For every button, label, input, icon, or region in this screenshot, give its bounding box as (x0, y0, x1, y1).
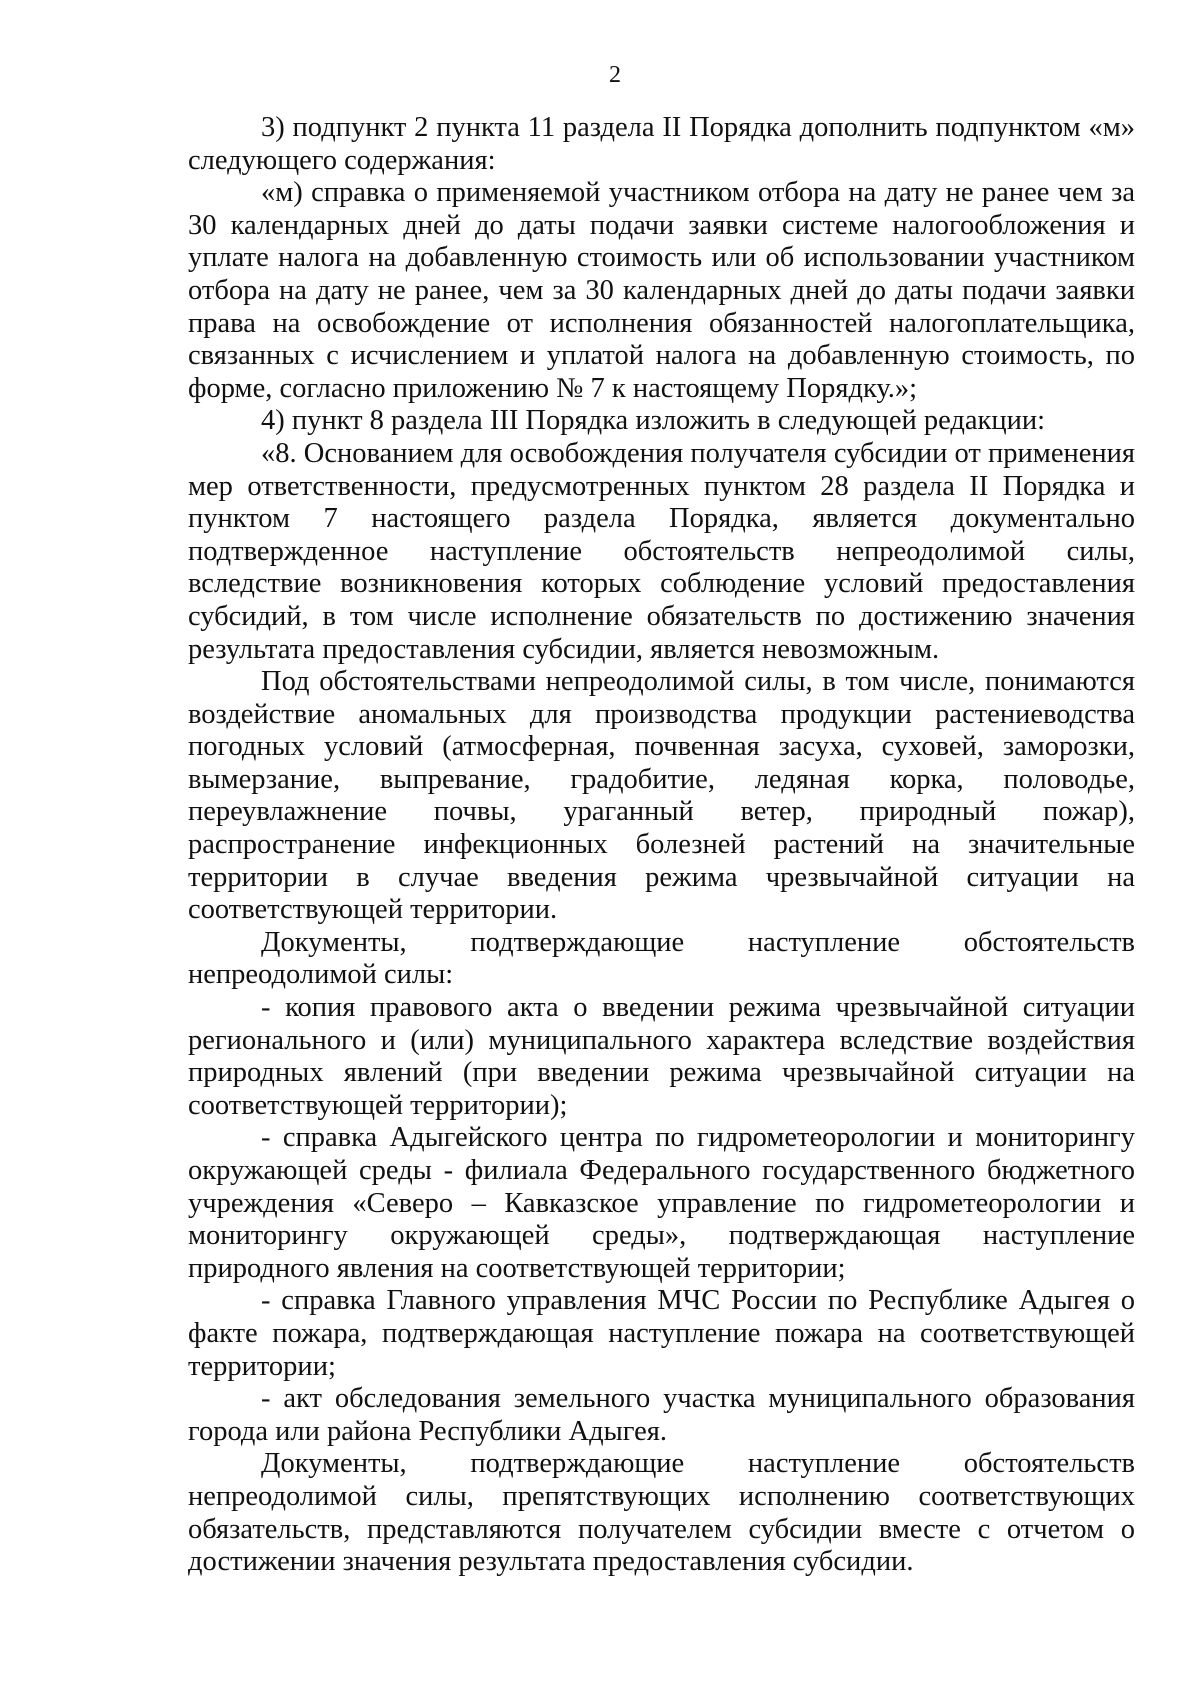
paragraph-subitem-3: 3) подпункт 2 пункта 11 раздела II Порядка дополнить подпунктом «м» следующего содержания: (188, 112, 1135, 176)
paragraph-item-m: «м) справка о применяемой участником отбора на дату не ранее чем за 30 календарных дней до даты подачи заявки системе налогообложения и уплате налога на добавленную стоимость или об использовании участником отбора на дату не ранее, чем за 30 календарных дней до даты подачи заявки права на освобождение от исполнения обязанностей налогоплательщика, связанных с исчислением и уплатой налога на добавленную стоимость, по форме, согласно приложению № 7 к настоящему Порядку.»; (188, 177, 1135, 404)
paragraph-item-8: «8. Основанием для освобождения получателя субсидии от применения мер ответственности, предусмотренных пунктом 28 раздела II Порядка и пунктом 7 настоящего раздела Порядка, является документально подтвержденное наступление обстоятельств непреодолимой силы, вследствие возникновения которых соблюдение условий предоставления субсидий, в том числе исполнение обязательств по достижению значения результата предоставления субсидии, является невозможным. (188, 437, 1135, 665)
list-item-legal-act-copy: - копия правового акта о введении режима чрезвычайной ситуации регионального и (или) муниципального характера вследствие воздействия природных явлений (при введении режима чрезвычайной ситуации на соответствующей территории); (188, 992, 1135, 1121)
page-number: 2 (609, 62, 621, 88)
paragraph-documents-submission: Документы, подтверждающие наступление обстоятельств непреодолимой силы, препятствующих исполнению соответствующих обязательств, представляются получателем субсидии вместе с отчетом о достижении значения результата предоставления субсидии. (188, 1448, 1135, 1578)
list-item-emercom-certificate: - справка Главного управления МЧС России по Республике Адыгея о факте пожара, подтверждающая наступление пожара на соответствующей территории; (188, 1285, 1135, 1382)
document-body (188, 112, 1135, 1579)
paragraph-documents-heading: Документы, подтверждающие наступление обстоятельств непреодолимой силы: (188, 926, 1135, 991)
list-item-hydromet-certificate: - справка Адыгейского центра по гидрометеорологии и мониторингу окружающей среды - филиала Федерального государственного бюджетного учреждения «Северо – Кавказское управление по гидрометеорологии и мониторингу окружающей среды», подтверждающая наступление природного явления на соответствующей территории; (188, 1122, 1135, 1284)
paragraph-force-majeure-definition: Под обстоятельствами непреодолимой силы, в том числе, понимаются воздействие аномальных для производства продукции растениеводства погодных условий (атмосферная, почвенная засуха, суховей, заморозки, вымерзание, выпревание, градобитие, ледяная корка, половодье, переувлажнение почвы, ураганный ветер, природный пожар), распространение инфекционных болезней растений на значительные территории в случае введения режима чрезвычайной ситуации на соответствующей территории. (188, 666, 1135, 926)
paragraph-subitem-4: 4) пункт 8 раздела III Порядка изложить в следующей редакции: (261, 405, 1046, 437)
list-item-land-survey-act: - акт обследования земельного участка муниципального образования города или района Республики Адыгея. (188, 1383, 1135, 1447)
